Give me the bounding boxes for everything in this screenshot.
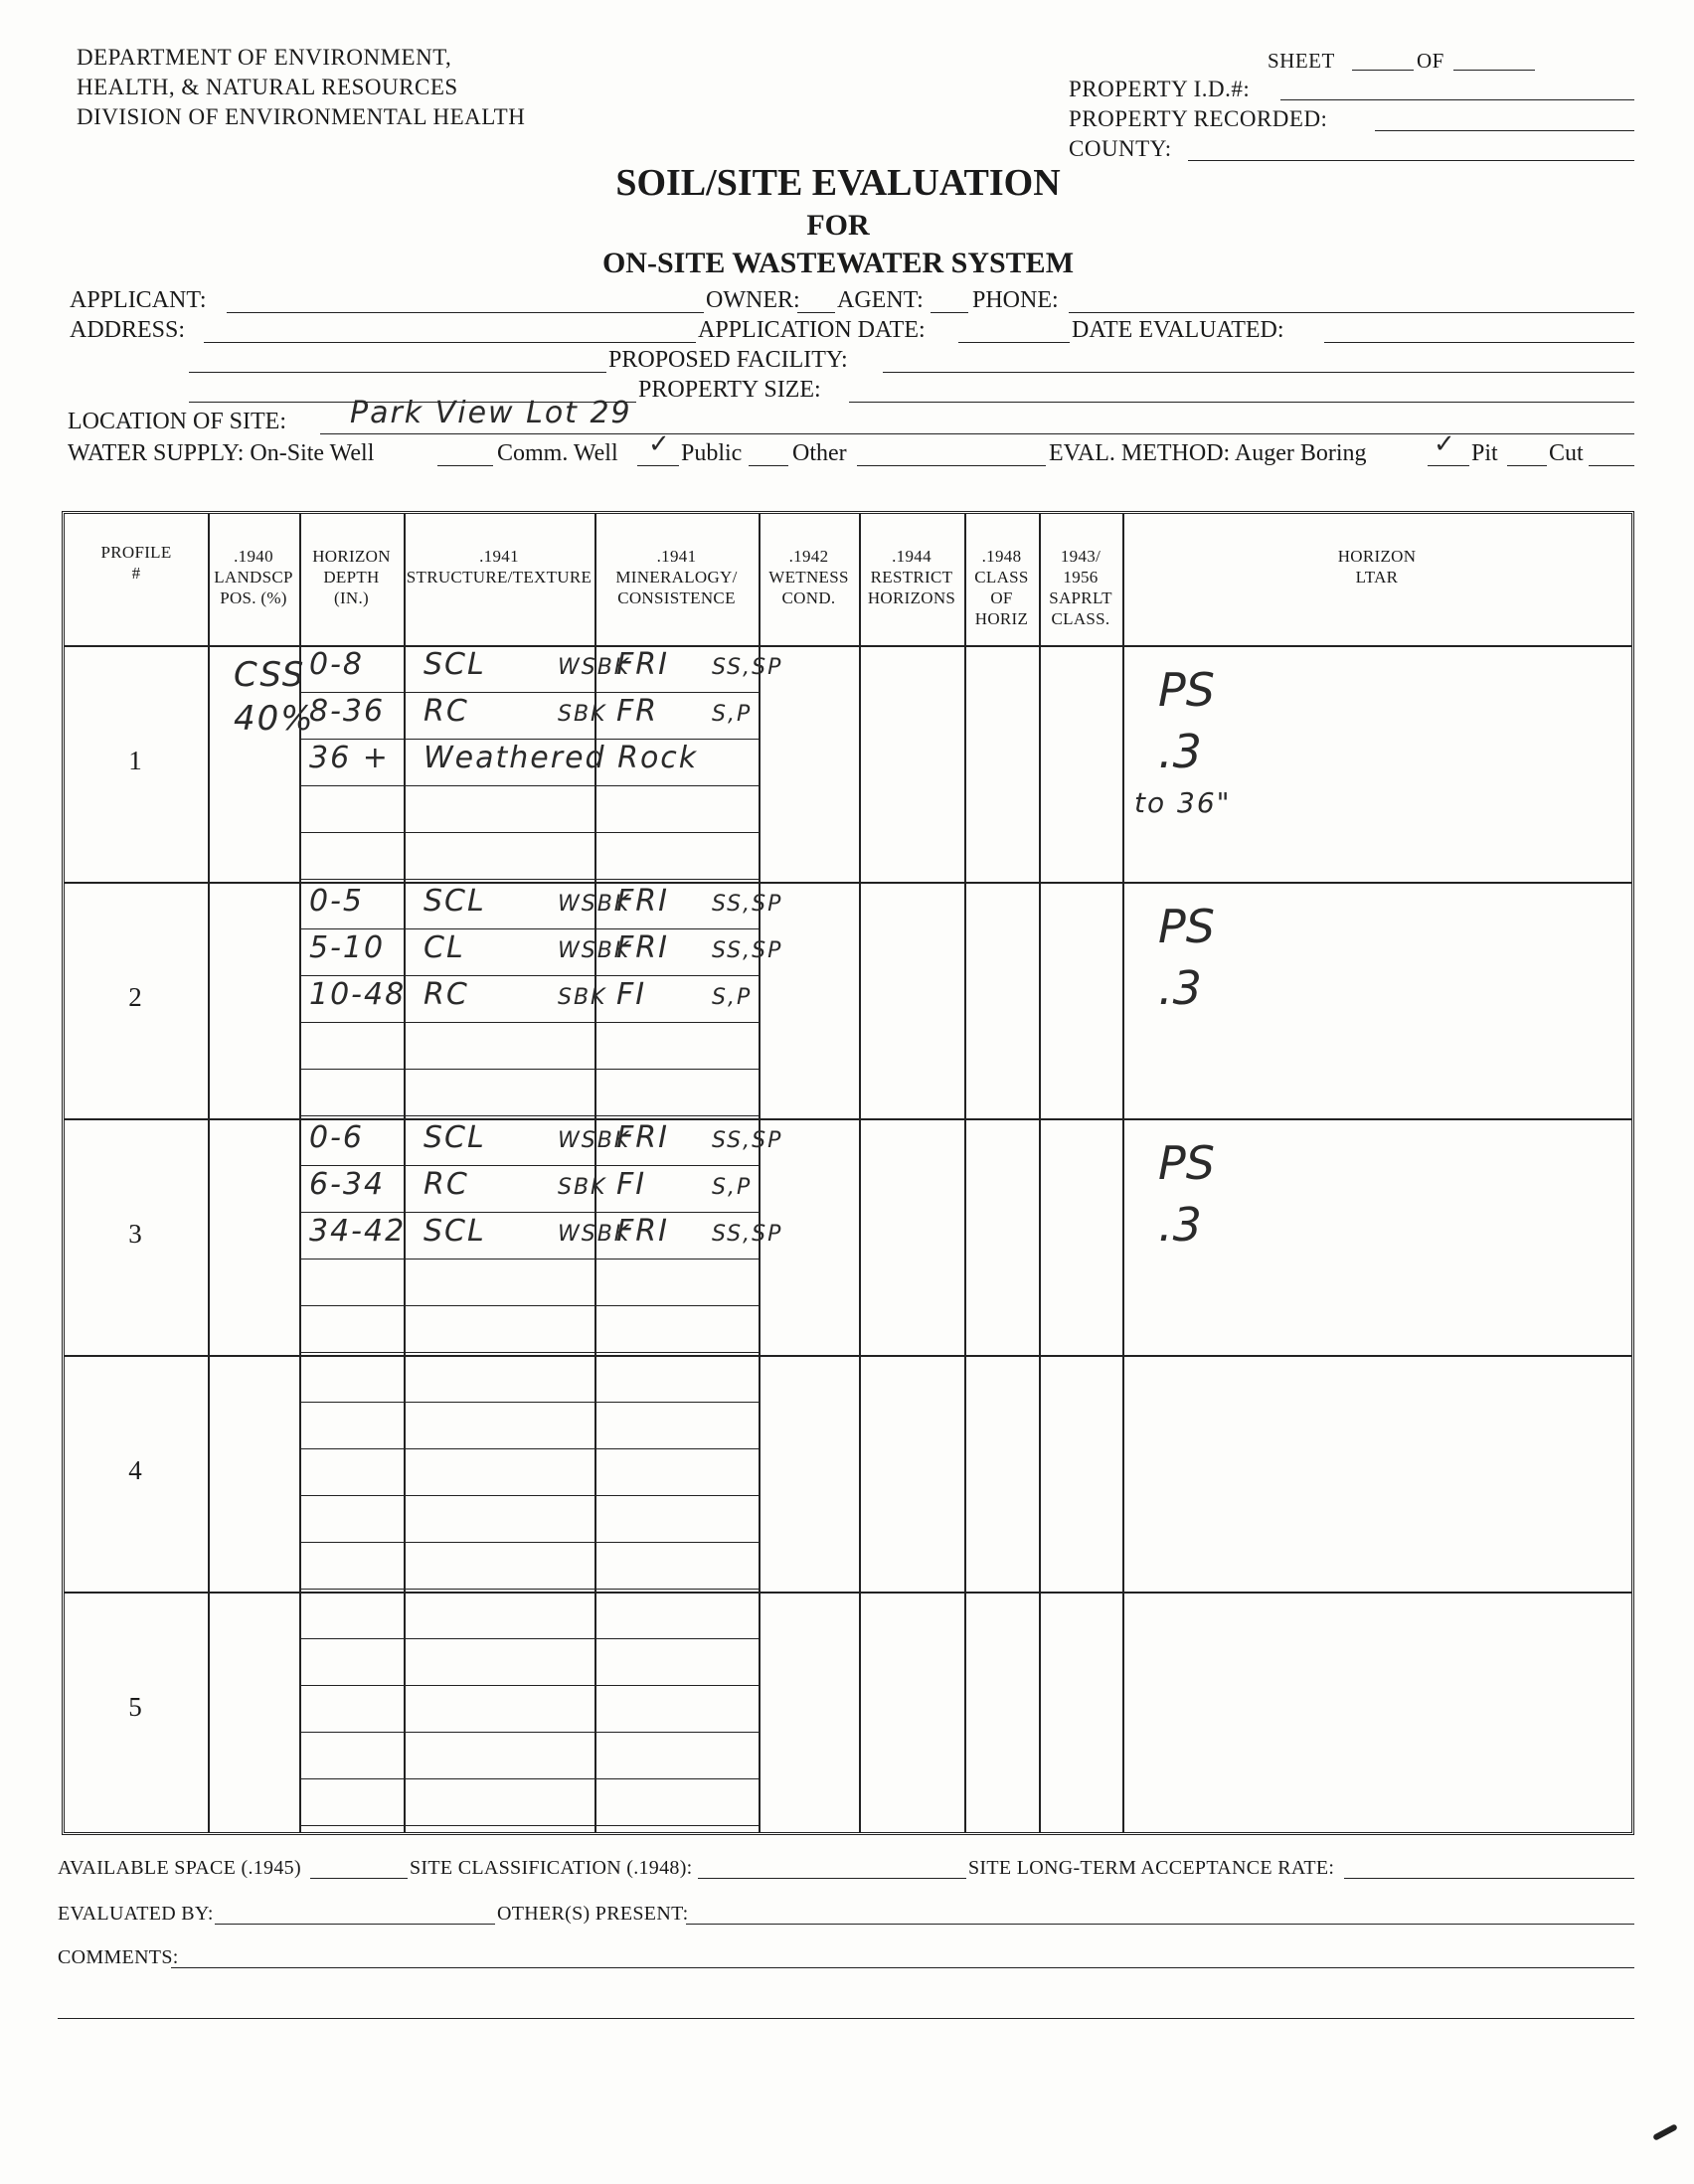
pit-checkbox[interactable] — [1507, 465, 1547, 466]
horizon-depth: 0-5 — [309, 884, 364, 919]
application-date-label: APPLICATION DATE: — [698, 317, 926, 343]
horizon-depth: 0-6 — [309, 1120, 364, 1155]
form-title: SOIL/SITE EVALUATION — [615, 162, 1061, 204]
mineralogy: FRI — [616, 884, 669, 919]
column-divider — [1122, 514, 1124, 1832]
date-evaluated-label: DATE EVALUATED: — [1072, 317, 1284, 343]
landscape-position: 40% — [234, 699, 315, 739]
cut-label: Cut — [1549, 440, 1584, 466]
consistence: SS,SP — [712, 938, 783, 963]
horizon-row-line — [299, 1352, 759, 1353]
horizon-row-line — [299, 739, 759, 740]
eval-method-label: EVAL. METHOD: Auger Boring — [1049, 440, 1367, 466]
auger-check-mark: ✓ — [1434, 429, 1457, 459]
horizon-depth: 8-36 — [309, 694, 386, 729]
ltar-rate-label: SITE LONG-TERM ACCEPTANCE RATE: — [968, 1857, 1335, 1879]
property-id-label: PROPERTY I.D.#: — [1069, 77, 1251, 101]
mineralogy: FI — [616, 977, 647, 1012]
property-recorded-field[interactable] — [1375, 130, 1634, 131]
horizon-row-line — [299, 1495, 759, 1496]
profile-divider — [65, 1355, 1631, 1357]
proposed-facility-label: PROPOSED FACILITY: — [608, 347, 848, 373]
header-divider — [65, 645, 1631, 647]
horizon-row-line — [299, 1305, 759, 1306]
column-divider — [759, 514, 761, 1832]
phone-label: PHONE: — [972, 287, 1059, 313]
comm-well-check-mark: ✓ — [648, 429, 672, 459]
horizon-row-line — [299, 1259, 759, 1260]
landscape-position: CSS — [234, 655, 306, 695]
horizon-depth: 36 + — [309, 741, 390, 775]
owner-checkbox[interactable] — [797, 312, 835, 313]
structure-grade: WSBK — [558, 938, 631, 963]
column-divider — [859, 514, 861, 1832]
consistence: S,P — [712, 1175, 753, 1200]
horizon-depth: 6-34 — [309, 1167, 386, 1202]
horizon-ltar: .3 — [1158, 1198, 1202, 1252]
horizon-row-line — [299, 1589, 759, 1590]
address-line-2[interactable] — [189, 372, 606, 373]
agency-line-2: HEALTH, & NATURAL RESOURCES — [77, 75, 458, 99]
proposed-facility-field[interactable] — [883, 372, 1634, 373]
horizon-ltar: .3 — [1158, 725, 1202, 778]
phone-field[interactable] — [1069, 312, 1634, 313]
consistence: SS,SP — [712, 655, 783, 680]
date-evaluated-field[interactable] — [1324, 342, 1634, 343]
horizon-row-line — [299, 1825, 759, 1826]
agency-line-3: DIVISION OF ENVIRONMENTAL HEALTH — [77, 104, 526, 129]
horizon-depth: 5-10 — [309, 930, 386, 965]
pit-label: Pit — [1471, 440, 1498, 466]
of-field[interactable] — [1453, 70, 1535, 71]
form-title-for: FOR — [806, 209, 870, 242]
owner-label: OWNER: — [706, 287, 800, 313]
comm-well-label: Comm. Well — [497, 440, 618, 466]
structure-grade: SBK — [558, 702, 607, 727]
agent-checkbox[interactable] — [931, 312, 968, 313]
structure-grade: WSBK — [558, 892, 631, 917]
horizon-row-line — [299, 1685, 759, 1686]
column-header: 1943/ 1956 SAPRLT CLASS. — [1049, 547, 1112, 628]
column-header: .1941 MINERALOGY/ CONSISTENCE — [615, 547, 738, 607]
location-label: LOCATION OF SITE: — [68, 409, 286, 434]
mineralogy: FRI — [616, 1214, 669, 1249]
of-label: OF — [1417, 49, 1444, 73]
horizon-ltar: .3 — [1158, 961, 1202, 1015]
address-label: ADDRESS: — [70, 317, 186, 343]
horizon-ltar: PS — [1158, 900, 1215, 953]
column-divider — [964, 514, 966, 1832]
mineralogy: FRI — [616, 1120, 669, 1155]
horizon-row-line — [299, 879, 759, 880]
sheet-label: SHEET — [1268, 49, 1335, 73]
property-size-label: PROPERTY SIZE: — [638, 377, 821, 403]
profile-divider — [65, 882, 1631, 884]
column-divider — [404, 514, 406, 1832]
column-header: .1942 WETNESS COND. — [768, 547, 849, 607]
structure-grade: WSBK — [558, 655, 631, 680]
horizon-row-line — [299, 1638, 759, 1639]
soil-profile-table — [62, 511, 1634, 1835]
horizon-ltar: PS — [1158, 1136, 1215, 1190]
agent-label: AGENT: — [837, 287, 924, 313]
horizon-row-line — [299, 1732, 759, 1733]
horizon-row-line — [299, 1542, 759, 1543]
applicant-field[interactable] — [227, 312, 704, 313]
horizon-row-line — [299, 1115, 759, 1116]
column-divider — [208, 514, 210, 1832]
comments-field-line-2[interactable] — [58, 2018, 1634, 2019]
others-present-label: OTHER(S) PRESENT: — [497, 1903, 689, 1925]
structure-texture: RC — [424, 1167, 469, 1202]
structure-texture: SCL — [424, 647, 486, 682]
column-header: HORIZON LTAR — [1337, 547, 1417, 587]
location-value: Park View Lot 29 — [350, 396, 632, 430]
property-id-field[interactable] — [1280, 99, 1634, 100]
horizon-row-line — [299, 1402, 759, 1403]
horizon-depth: 10-48 — [309, 977, 407, 1012]
horizon-depth: 0-8 — [309, 647, 364, 682]
applicant-label: APPLICANT: — [70, 287, 207, 313]
horizon-row-line — [299, 975, 759, 976]
consistence: SS,SP — [712, 1128, 783, 1153]
horizon-row-line — [299, 1165, 759, 1166]
structure-grade: WSBK — [558, 1128, 631, 1153]
profile-number: 3 — [128, 1219, 142, 1249]
horizon-row-line — [299, 832, 759, 833]
structure-grade: SBK — [558, 1175, 607, 1200]
others-present-field[interactable] — [686, 1924, 1634, 1925]
application-date-field[interactable] — [958, 342, 1070, 343]
profile-number: 5 — [128, 1692, 142, 1722]
mineralogy: FRI — [616, 647, 669, 682]
profile-number: 2 — [128, 982, 142, 1012]
structure-texture: RC — [424, 977, 469, 1012]
structure-texture: SCL — [424, 884, 486, 919]
property-recorded-label: PROPERTY RECORDED: — [1069, 106, 1328, 131]
consistence: SS,SP — [712, 892, 783, 917]
horizon-depth: 34-42 — [309, 1214, 407, 1249]
structure-texture: RC — [424, 694, 469, 729]
address-field[interactable] — [204, 342, 696, 343]
site-classification-label: SITE CLASSIFICATION (.1948): — [410, 1857, 693, 1879]
property-size-field[interactable] — [849, 402, 1634, 403]
column-header: .1940 LANDSCP POS. (%) — [214, 547, 293, 607]
consistence: SS,SP — [712, 1222, 783, 1247]
structure-texture: SCL — [424, 1214, 486, 1249]
site-classification-field[interactable] — [698, 1878, 966, 1879]
consistence: S,P — [712, 702, 753, 727]
structure-texture: Weathered Rock — [424, 741, 699, 775]
horizon-ltar: to 36" — [1134, 786, 1232, 819]
agency-line-1: DEPARTMENT OF ENVIRONMENT, — [77, 45, 452, 70]
profile-number: 4 — [128, 1455, 142, 1485]
horizon-row-line — [299, 1069, 759, 1070]
county-label: COUNTY: — [1069, 136, 1172, 161]
profile-divider — [65, 1592, 1631, 1594]
other-label: Other — [792, 440, 847, 466]
horizon-row-line — [299, 1448, 759, 1449]
column-header: .1941 STRUCTURE/TEXTURE — [406, 547, 593, 587]
structure-grade: WSBK — [558, 1222, 631, 1247]
column-header: .1944 RESTRICT HORIZONS — [867, 547, 956, 607]
comm-well-checkbox[interactable] — [637, 465, 679, 466]
public-checkbox[interactable] — [749, 465, 788, 466]
mineralogy: FR — [616, 694, 659, 729]
consistence: S,P — [712, 985, 753, 1010]
structure-grade: SBK — [558, 985, 607, 1010]
horizon-row-line — [299, 692, 759, 693]
horizon-row-line — [299, 928, 759, 929]
cut-checkbox[interactable] — [1589, 465, 1634, 466]
comments-field[interactable] — [171, 1967, 1634, 1968]
evaluated-by-field[interactable] — [215, 1924, 495, 1925]
public-label: Public — [681, 440, 743, 466]
horizon-row-line — [299, 1778, 759, 1779]
profile-divider — [65, 1118, 1631, 1120]
evaluated-by-label: EVALUATED BY: — [58, 1903, 214, 1925]
onsite-well-checkbox[interactable] — [437, 465, 493, 466]
other-field[interactable] — [857, 465, 1046, 466]
ltar-rate-field[interactable] — [1344, 1878, 1634, 1879]
scan-mark — [1652, 2123, 1678, 2141]
available-space-field[interactable] — [310, 1878, 408, 1879]
mineralogy: FI — [616, 1167, 647, 1202]
horizon-row-line — [299, 1022, 759, 1023]
horizon-ltar: PS — [1158, 663, 1215, 717]
column-divider — [1039, 514, 1041, 1832]
sheet-field[interactable] — [1352, 70, 1414, 71]
structure-texture: SCL — [424, 1120, 486, 1155]
comments-label: COMMENTS: — [58, 1946, 179, 1968]
form-subtitle: ON-SITE WASTEWATER SYSTEM — [601, 247, 1075, 279]
horizon-row-line — [299, 1212, 759, 1213]
profile-number: 1 — [128, 746, 142, 775]
column-header: HORIZON DEPTH (IN.) — [312, 547, 391, 607]
structure-texture: CL — [424, 930, 465, 965]
auger-boring-checkbox[interactable] — [1428, 465, 1469, 466]
column-header: .1948 CLASS OF HORIZ — [974, 547, 1029, 628]
mineralogy: FRI — [616, 930, 669, 965]
column-header: PROFILE # — [100, 543, 172, 583]
available-space-label: AVAILABLE SPACE (.1945) — [58, 1857, 301, 1879]
water-supply-label: WATER SUPPLY: On-Site Well — [68, 440, 375, 466]
horizon-row-line — [299, 785, 759, 786]
